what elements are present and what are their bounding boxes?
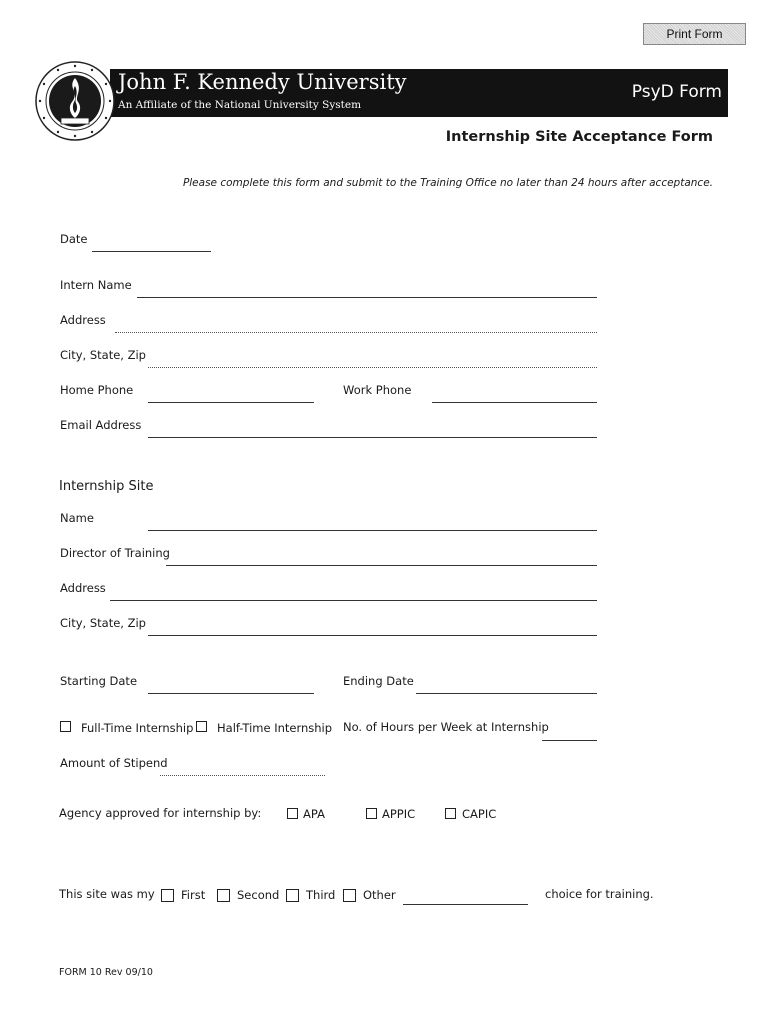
ending-date-field[interactable] xyxy=(416,693,597,694)
choice-prefix-label: This site was my xyxy=(59,887,155,901)
university-name: John F. Kennedy University xyxy=(118,70,407,94)
internship-site-heading: Internship Site xyxy=(59,479,154,494)
third-choice-checkbox[interactable] xyxy=(286,889,299,902)
form-instructions: Please complete this form and submit to the Training Office no later than 24 hours after acceptance. xyxy=(182,177,713,189)
site-address-field[interactable] xyxy=(110,600,597,601)
site-name-field[interactable] xyxy=(148,530,597,531)
first-choice-label: First xyxy=(181,888,206,902)
email-label: Email Address xyxy=(60,418,142,432)
email-field[interactable] xyxy=(148,437,597,438)
director-field[interactable] xyxy=(166,565,597,566)
full-time-checkbox[interactable] xyxy=(60,721,71,732)
intern-name-field[interactable] xyxy=(137,297,597,298)
apa-checkbox[interactable] xyxy=(287,808,298,819)
other-choice-checkbox[interactable] xyxy=(343,889,356,902)
second-choice-label: Second xyxy=(237,888,280,902)
capic-label: CAPIC xyxy=(462,807,497,821)
intern-name-label: Intern Name xyxy=(60,278,132,292)
form-title: Internship Site Acceptance Form xyxy=(445,129,713,145)
site-address-label: Address xyxy=(60,581,106,595)
half-time-checkbox[interactable] xyxy=(196,721,207,732)
hours-per-week-field[interactable] xyxy=(542,740,597,741)
intern-address-label: Address xyxy=(60,313,106,327)
half-time-label: Half-Time Internship xyxy=(217,721,333,735)
capic-checkbox[interactable] xyxy=(445,808,456,819)
choice-suffix-label: choice for training. xyxy=(545,887,654,901)
other-choice-label: Other xyxy=(363,888,396,902)
university-seal-icon xyxy=(34,60,116,142)
appic-checkbox[interactable] xyxy=(366,808,377,819)
full-time-label: Full-Time Internship xyxy=(81,721,194,735)
intern-city-label: City, State, Zip xyxy=(60,348,146,362)
second-choice-checkbox[interactable] xyxy=(217,889,230,902)
other-choice-field[interactable] xyxy=(403,904,528,905)
director-label: Director of Training xyxy=(60,546,170,560)
third-choice-label: Third xyxy=(306,888,336,902)
form-program-name: PsyD Form xyxy=(631,82,722,102)
hours-per-week-label: No. of Hours per Week at Internship xyxy=(343,720,549,734)
site-city-field[interactable] xyxy=(148,635,597,636)
ending-date-label: Ending Date xyxy=(343,674,414,688)
starting-date-label: Starting Date xyxy=(60,674,138,688)
site-city-label: City, State, Zip xyxy=(60,616,146,630)
home-phone-field[interactable] xyxy=(148,402,314,403)
work-phone-label: Work Phone xyxy=(343,383,412,397)
appic-label: APPIC xyxy=(382,807,416,821)
home-phone-label: Home Phone xyxy=(60,383,134,397)
site-name-label: Name xyxy=(60,511,94,525)
first-choice-checkbox[interactable] xyxy=(161,889,174,902)
agency-label: Agency approved for internship by: xyxy=(59,806,262,820)
date-label: Date xyxy=(60,232,88,246)
intern-address-field[interactable] xyxy=(115,332,597,333)
stipend-field[interactable] xyxy=(160,775,325,776)
stipend-label: Amount of Stipend xyxy=(60,756,168,770)
university-affiliation: An Affiliate of the National University System xyxy=(118,99,362,111)
form-revision-footer: FORM 10 Rev 09/10 xyxy=(59,967,153,978)
print-form-button[interactable]: Print Form xyxy=(643,23,746,45)
date-field[interactable] xyxy=(92,251,211,252)
intern-city-field[interactable] xyxy=(148,367,597,368)
starting-date-field[interactable] xyxy=(148,693,314,694)
apa-label: APA xyxy=(303,807,325,821)
work-phone-field[interactable] xyxy=(432,402,597,403)
